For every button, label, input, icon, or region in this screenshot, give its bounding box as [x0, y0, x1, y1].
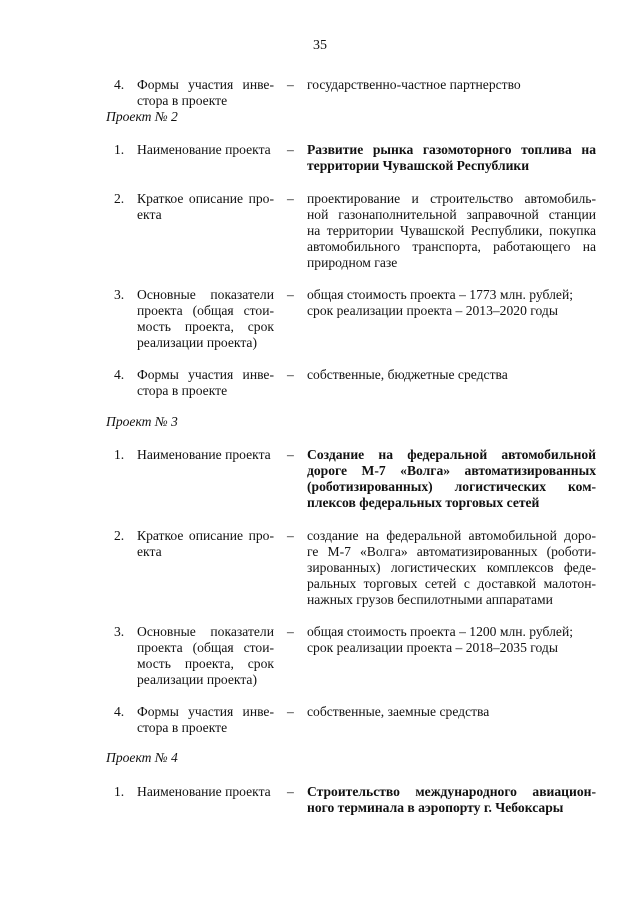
item-number: 3. — [114, 287, 125, 302]
item-label-line: Основные показатели — [137, 624, 274, 639]
item-value-line: Развитие рынка газомоторного топлива на — [307, 142, 596, 157]
item-value-line: (роботизированных) логистических ком- — [307, 479, 596, 494]
item-dash: – — [287, 528, 294, 543]
item-value-line: собственные, бюджетные средства — [307, 367, 508, 382]
item-label — [137, 447, 274, 463]
item-value — [307, 142, 596, 174]
project-4-heading: Проект № 4 — [106, 750, 178, 765]
item-label — [137, 528, 274, 560]
item-label — [137, 704, 274, 736]
item-value-line: срок реализации проекта – 2018–2035 годы — [307, 640, 558, 655]
item-label-line: Формы участия инве- — [137, 77, 274, 92]
item-value-line: собственные, заемные средства — [307, 704, 490, 719]
item-label-line: реализации проекта) — [137, 672, 257, 687]
item-label-line: мость проекта, срок — [137, 319, 274, 334]
item-value-line: ральных торговых сетей с доставкой малотон- — [307, 576, 596, 591]
item-value — [307, 704, 596, 720]
item-label-line: мость проекта, срок — [137, 656, 274, 671]
item-label-line: екта — [137, 544, 162, 559]
item-label-line: екта — [137, 207, 162, 222]
item-value-line: проектирование и строительство автомобиль- — [307, 191, 596, 206]
item-label — [137, 142, 274, 158]
item-label — [137, 367, 274, 399]
item-value-line: зированных) логистических комплексов феде- — [307, 560, 596, 575]
item-value — [307, 624, 596, 656]
item-dash: – — [287, 624, 294, 639]
item-value-line: территории Чувашской Республики — [307, 158, 530, 173]
item-label-line: реализации проекта) — [137, 335, 257, 350]
item-value-line: ной газонаполнительной заправочной станции — [307, 207, 596, 222]
item-value — [307, 287, 596, 319]
item-value-line: природном газе — [307, 255, 398, 270]
item-dash: – — [287, 77, 294, 92]
item-value-line: ге М-7 «Волга» автоматизированных (роботи- — [307, 544, 596, 559]
item-value-line: срок реализации проекта – 2013–2020 годы — [307, 303, 558, 318]
item-value-line: дороге М-7 «Волга» автоматизированных — [307, 463, 596, 478]
item-number: 1. — [114, 784, 125, 799]
item-value-line: на территории Чувашской Республики, покупка — [307, 223, 596, 238]
project-2-heading: Проект № 2 — [106, 109, 178, 124]
item-label-line: Формы участия инве- — [137, 704, 274, 719]
item-label-line: стора в проекте — [137, 93, 228, 108]
item-label-line: Наименование проекта — [137, 447, 271, 462]
item-label-line: проекта (общая стои- — [137, 303, 274, 318]
item-number: 1. — [114, 447, 125, 462]
item-value-line: плексов федеральных торговых сетей — [307, 495, 540, 510]
item-dash: – — [287, 704, 294, 719]
item-label-line: Краткое описание про- — [137, 191, 274, 206]
item-label-line: стора в проекте — [137, 383, 228, 398]
item-dash: – — [287, 191, 294, 206]
item-value-line: общая стоимость проекта – 1773 млн. рублей; — [307, 287, 573, 302]
item-value — [307, 528, 596, 608]
item-number: 1. — [114, 142, 125, 157]
item-dash: – — [287, 142, 294, 157]
item-label-line: Формы участия инве- — [137, 367, 274, 382]
item-label-line: Краткое описание про- — [137, 528, 274, 543]
item-number: 4. — [114, 704, 125, 719]
item-value-line: Строительство международного авиацион- — [307, 784, 596, 799]
item-label — [137, 191, 274, 223]
item-dash: – — [287, 784, 294, 799]
item-value — [307, 367, 596, 383]
item-value-line: государственно-частное партнерство — [307, 77, 521, 92]
item-label — [137, 784, 274, 800]
item-label-line: Наименование проекта — [137, 142, 271, 157]
project-3-heading: Проект № 3 — [106, 414, 178, 429]
item-value-line: ного терминала в аэропорту г. Чебоксары — [307, 800, 564, 815]
item-number: 2. — [114, 528, 125, 543]
item-value — [307, 77, 596, 93]
item-label-line: Основные показатели — [137, 287, 274, 302]
item-label-line: проекта (общая стои- — [137, 640, 274, 655]
item-label — [137, 287, 274, 351]
item-value-line: общая стоимость проекта – 1200 млн. рублей; — [307, 624, 573, 639]
item-value-line: автомобильного транспорта, работающего на — [307, 239, 596, 254]
item-label — [137, 624, 274, 688]
item-number: 3. — [114, 624, 125, 639]
item-label-line: Наименование проекта — [137, 784, 271, 799]
item-dash: – — [287, 447, 294, 462]
page-number: 35 — [313, 38, 327, 53]
item-label-line: стора в проекте — [137, 720, 228, 735]
item-dash: – — [287, 367, 294, 382]
item-number: 2. — [114, 191, 125, 206]
item-value-line: нажных грузов беспилотными аппаратами — [307, 592, 553, 607]
item-value-line: создание на федеральной автомобильной доро- — [307, 528, 596, 543]
item-value — [307, 191, 596, 271]
item-dash: – — [287, 287, 294, 302]
item-value — [307, 784, 596, 816]
item-value-line: Создание на федеральной автомобильной — [307, 447, 596, 462]
item-number: 4. — [114, 77, 125, 92]
item-label — [137, 77, 274, 109]
item-number: 4. — [114, 367, 125, 382]
item-value — [307, 447, 596, 511]
